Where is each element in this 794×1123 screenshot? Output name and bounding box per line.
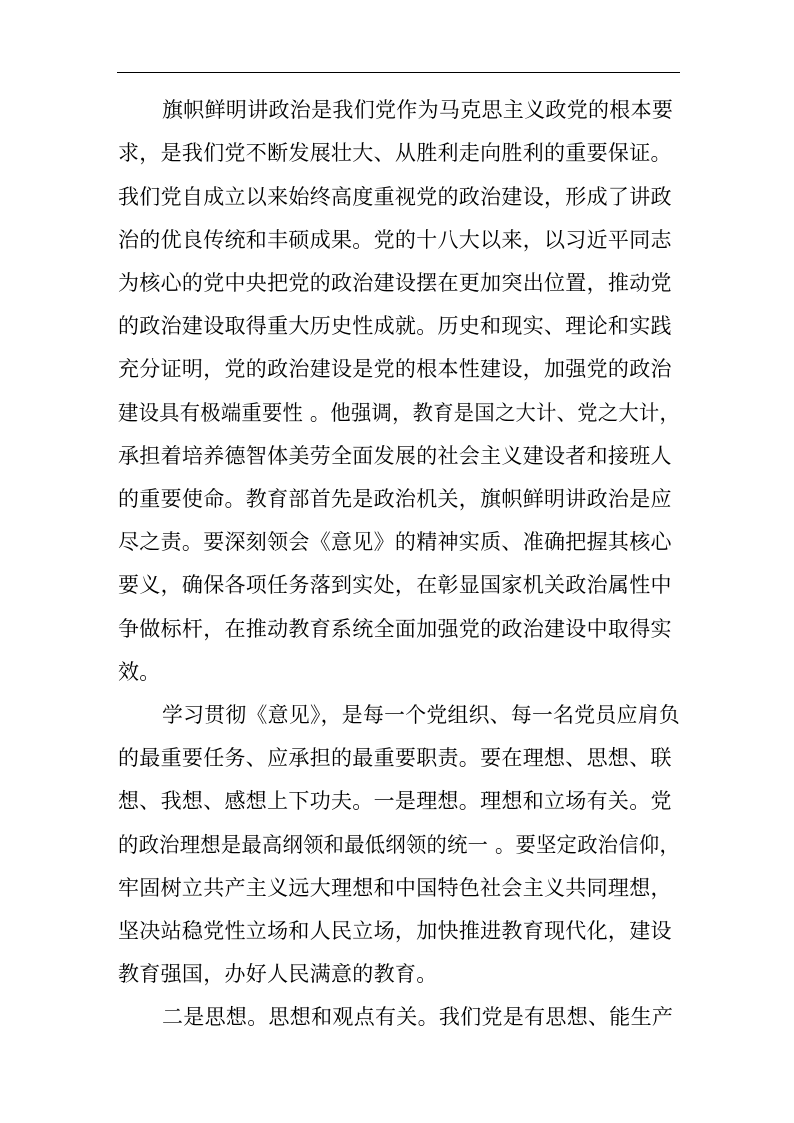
paragraph-1-line-13: 争做标杆，在推动教育系统全面加强党的政治建设中取得实 — [118, 617, 672, 641]
paragraph-2-line-2: 的最重要任务、应承担的最重要职责。要在理想、思想、联 — [118, 746, 672, 770]
paragraph-1-line-8: 建设具有极端重要性 。他强调，教育是国之大计、党之大计， — [118, 401, 681, 425]
paragraph-1-line-5: 为核心的党中央把党的政治建设摆在更加突出位置，推动党 — [118, 271, 672, 295]
paragraph-1-line-10: 的重要使命。教育部首先是政治机关，旗帜鲜明讲政治是应 — [118, 487, 672, 511]
paragraph-1-line-7: 充分证明，党的政治建设是党的根本性建设，加强党的政治 — [118, 357, 672, 381]
header-rule — [117, 72, 680, 73]
paragraph-1-line-9: 承担着培养德智体美劳全面发展的社会主义建设者和接班人 — [118, 444, 672, 468]
paragraph-2-line-1: 学习贯彻《意见》，是每一个党组织、每一名党员应肩负 — [162, 703, 680, 727]
paragraph-1-line-14: 效。 — [118, 660, 161, 684]
paragraph-2-line-4: 的政治理想是最高纲领和最低纲领的统一 。要坚定政治信仰， — [118, 833, 681, 857]
paragraph-1-line-11: 尽之责。要深刻领会《意见》的精神实质、准确把握其核心 — [118, 530, 672, 554]
paragraph-1-line-1: 旗帜鲜明讲政治是我们党作为马克思主义政党的根本要 — [162, 98, 674, 122]
paragraph-2-line-3: 想、我想、感想上下功夫。一是理想。理想和立场有关。党 — [118, 789, 672, 813]
paragraph-2-line-7: 教育强国，办好人民满意的教育。 — [118, 962, 438, 986]
paragraph-1-line-2: 求，是我们党不断发展壮大、从胜利走向胜利的重要保证。 — [118, 141, 672, 165]
paragraph-2-line-5: 牢固树立共产主义远大理想和中国特色社会主义共同理想， — [118, 876, 672, 900]
paragraph-3-line-1: 二是思想。思想和观点有关。我们党是有思想、能生产 — [162, 1005, 674, 1029]
paragraph-1-line-3: 我们党自成立以来始终高度重视党的政治建设，形成了讲政 — [118, 185, 672, 209]
paragraph-1-line-6: 的政治建设取得重大历史性成就。历史和现实、理论和实践 — [118, 314, 672, 338]
paragraph-2-line-6: 坚决站稳党性立场和人民立场，加快推进教育现代化，建设 — [118, 919, 672, 943]
paragraph-1-line-4: 治的优良传统和丰硕成果。党的十八大以来，以习近平同志 — [118, 228, 672, 252]
paragraph-1-line-12: 要义，确保各项任务落到实处，在彰显国家机关政治属性中 — [118, 573, 672, 597]
